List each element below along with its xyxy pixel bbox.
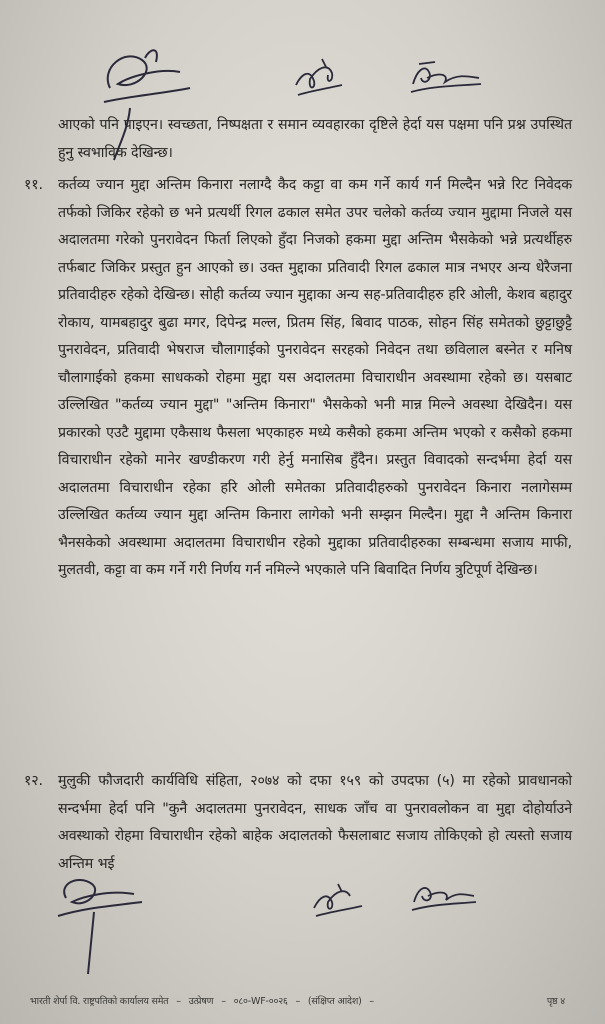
footer-case-number: ०८०-WF-००२६ — [233, 996, 288, 1007]
paragraph-number: ११. — [24, 177, 43, 193]
paragraph-11 — [24, 172, 572, 585]
top-right-signature — [405, 58, 485, 98]
footer-parties: भारती शेर्पा वि. राष्ट्रपतिको कार्यालय समेत — [30, 996, 169, 1007]
bottom-left-signature — [48, 868, 148, 978]
top-middle-signature — [288, 55, 348, 100]
paragraph-12 — [24, 768, 572, 878]
footer-order-type: (संक्षिप्त आदेश) — [307, 996, 362, 1007]
footer-case-type: उत्प्रेषण — [188, 996, 214, 1007]
footer-page-number: पृष्ठ ४ — [546, 996, 565, 1007]
bottom-right-signature — [408, 878, 478, 914]
intro-paragraph: आएको पनि पाइएन। स्वच्छता, निष्पक्षता र समान व्यवहारका दृष्टिले हेर्दा यस पक्षमा पनि प्रश्न उपस्थित हुनु स्वभाविक देखिन्छ। — [58, 117, 572, 161]
bottom-middle-signature — [308, 880, 368, 920]
paragraph-text: कर्तव्य ज्यान मुद्दा अन्तिम किनारा नलाग्दै कैद कट्टा वा कम गर्ने कार्य गर्न मिल्दैन भन्ने रिट निवेदक तर्फको जिकिर रहेको छ भने प्रत्यर्थी रिगल ढकाल समेत उपर चलेको कर्तव्य ज्यान मुद्दामा निजले यस अदालतमा गरेको पुनरावेदन फिर्ता लिएको हुँदा निजको हकमा मुद्दा अन्तिम भैसकेको भन्ने प्रत्यर्थीहरु तर्फबाट जिकिर प्रस्तुत हुन आएको छ। उक्त मुद्दाका प्रतिवादी रिगल ढकाल मात्र नभएर अन्य धेरैजना प्रतिवादीहरु रहेको देखिन्छ। सोही कर्तव्य ज्यान मुद्दाका अन्य सह-प्रतिवादीहरु हरि ओली, केशव बहादुर रोकाय, यामबहादुर बुढा मगर, दिपेन्द्र मल्ल, प्रितम सिंह, बिवाद पाठक, सोहन सिंह समेतको छुट्टाछुट्टै पुनरावेदन, प्रतिवादी भेषराज चौलागाईको पुनरावेदन सरहको निवेदन तथा छविलाल बस्नेत र मनिष चौलागाईको हकमा साधकको रोहमा मुद्दा यस अदालतमा विचाराधीन अवस्थामा रहेको छ। यसबाट उल्लिखित "कर्तव्य ज्यान मुद्दा" "अन्तिम किनारा" भैसकेको भनी मान्न मिल्ने अवस्था देखिदैन। यस प्रकारको एउटै मुद्दामा एकैसाथ फैसला भएकाहरु मध्ये कसैको हकमा अन्तिम भएको र कसैको हकमा विचाराधीन रहेको मानेर खण्डीकरण गरी हेर्नु मनासिब हुँदैन। प्रस्तुत विवादको सन्दर्भमा हेर्दा यस अदालतमा विचाराधीन रहेका हरि ओली समेतका प्रतिवादीहरुको पुनरावेदन किनारा नलागेसम्म उल्लिखित कर्तव्य ज्यान मुद्दा अन्तिम किनारा लागेको भनी सम्झन मिल्दैन। मुद्दा नै अन्तिम किनारा भैनसकेको अवस्थामा अदालतमा विचाराधीन रहेको मुद्दाका प्रतिवादीहरुका सम्बन्धमा सजाय माफी, मुलतवी, कट्टा वा कम गर्ने गरी निर्णय गर्न नमिल्ने भएकाले पनि बिवादित निर्णय त्रुटिपूर्ण देखिन्छ। — [58, 177, 572, 578]
paragraph-text: मुलुकी फौजदारी कार्यविधि संहिता, २०७४ को दफा १५९ को उपदफा (५) मा रहेको प्रावधानको सन्दर्भमा हेर्दा पनि "कुनै अदालतमा पुनरावेदन, साधक जाँच वा पुनरावलोकन वा मुद्दा दोहोर्याउने अवस्थाको रोहमा विचाराधीन रहेको बाहेक अदालतको फैसलाबाट सजाय तोकिएको हो त्यस्तो सजाय अन्तिम भई — [58, 773, 572, 872]
page-footer: भारती शेर्पा वि. राष्ट्रपतिको कार्यालय समेत – उत्प्रेषण – ०८०-WF-००२६ – (संक्षिप्त आदेश) – पृष्ठ ४ — [30, 996, 565, 1007]
paragraph-number: १२. — [24, 773, 43, 789]
